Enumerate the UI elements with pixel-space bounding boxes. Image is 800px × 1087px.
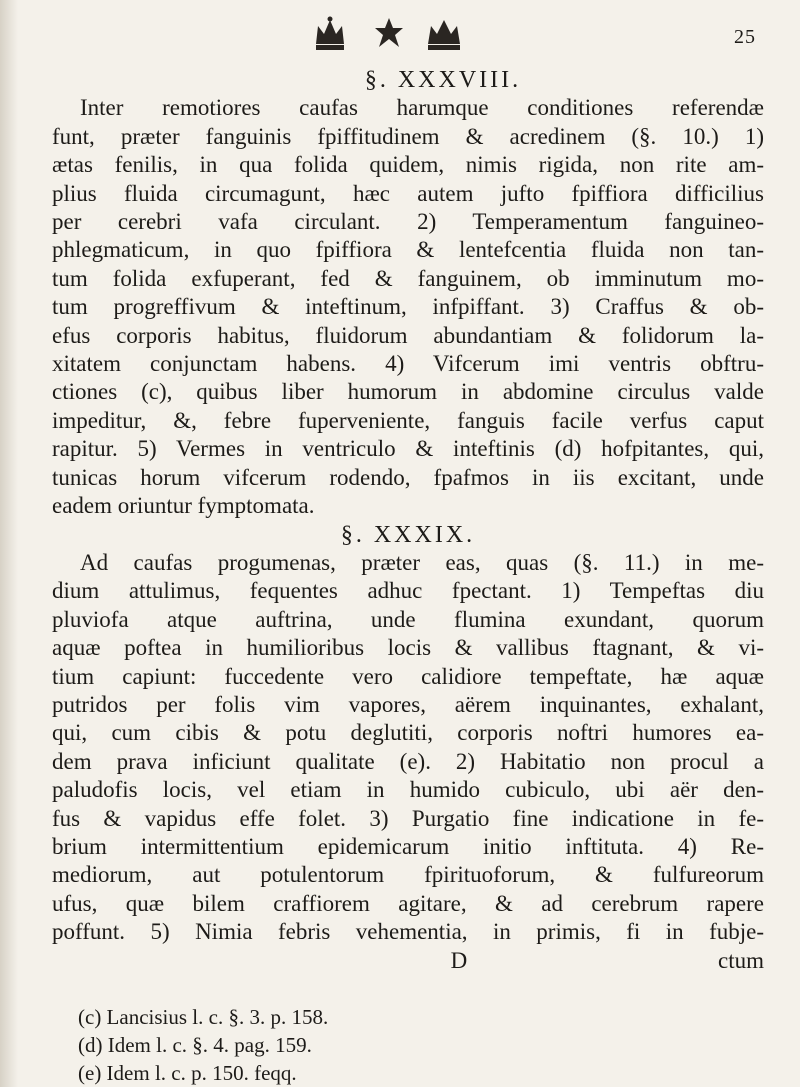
text-line: dem prava inficiunt qualitate (e). 2) Habitatio non procul a <box>52 748 764 774</box>
text-line: ufus, quæ bilem craffiorem agitare, & ad cerebrum rapere <box>52 890 764 916</box>
crown-ornament-icon <box>424 14 464 54</box>
text-line: efus corporis habitus, fluidorum abundantiam & folidorum la- <box>52 322 764 348</box>
floral-ornament-icon <box>372 14 406 54</box>
text-line: tunicas horum vifcerum rodendo, fpafmos in iis excitant, unde <box>52 464 764 490</box>
text-line: putridos per folis vim vapores, aërem inquinantes, exhalant, <box>52 691 764 717</box>
text-line: Ad caufas progumenas, præter eas, quas (§. 11.) in me- <box>80 549 764 575</box>
text-line: tum progreffivum & inteftinum, infpiffant. 3) Craffus & ob- <box>52 294 764 320</box>
page-gutter-shadow <box>0 0 18 1087</box>
text-line: tium capiunt: fuccedente vero calidiore tempeftate, hæ aquæ <box>52 663 764 689</box>
text-line: mediorum, aut potulentorum fpirituoforum, & fulfureorum <box>52 862 764 888</box>
page-number: 25 <box>734 26 756 48</box>
footnotes <box>78 1003 328 1087</box>
text-line: per cerebri vafa circulant. 2) Temperamentum fanguineo- <box>52 209 764 235</box>
text-line: phlegmaticum, in quo fpiffiora & lentefcentia fluida non tan- <box>52 237 764 263</box>
section-heading: §. XXXIX. <box>340 521 476 548</box>
text-line: ætas fenilis, in qua folida quidem, nimis rigida, non rite am- <box>52 152 764 178</box>
text-line: paludofis locis, vel etiam in humido cubiculo, ubi aër den- <box>52 777 764 803</box>
text-line: funt, præter fanguinis fpiffitudinem & acredinem (§. 10.) 1) <box>52 123 764 149</box>
header-ornaments <box>0 14 800 62</box>
text-line: aquæ poftea in humilioribus locis & vallibus ftagnant, & vi- <box>52 635 764 661</box>
footnote: (d) Idem l. c. §. 4. pag. 159. <box>78 1033 312 1057</box>
text-line: xitatem conjunctam habens. 4) Vifcerum imi ventris obftru- <box>52 351 764 377</box>
crown-ornament-icon <box>312 14 348 54</box>
text-line: impeditur, &, febre fuperveniente, fanguis facile verfus caput <box>52 407 764 433</box>
text-line: brium intermittentium epidemicarum initio inftituta. 4) Re- <box>52 833 764 859</box>
text-line: fus & vapidus effe folet. 3) Purgatio fine indicatione in fe- <box>52 805 764 831</box>
text-line: dium attulimus, fequentes adhuc fpectant. 1) Tempeftas diu <box>52 578 764 604</box>
signature-catchword-line <box>52 947 764 975</box>
text-line: rapitur. 5) Vermes in ventriculo & inteftinis (d) hofpitantes, qui, <box>52 436 764 462</box>
footnote: (e) Idem l. c. p. 150. feqq. <box>78 1061 297 1085</box>
text-line: tum folida exfuperant, fed & fanguinem, ob imminutum mo- <box>52 265 764 291</box>
text-line: Inter remotiores caufas harumque conditiones referendæ <box>80 95 764 121</box>
section-heading: §. XXXVIII. <box>364 67 522 93</box>
catchword: ctum <box>718 947 764 973</box>
text-line: ctiones (c), quibus liber humorum in abdomine circulus valde <box>52 379 764 405</box>
text-line: poffunt. 5) Nimia febris vehementia, in primis, fi in fubje- <box>52 919 764 945</box>
text-line: pluviofa atque auftrina, unde flumina exundant, quorum <box>52 606 764 632</box>
footnote: (c) Lancisius l. c. §. 3. p. 158. <box>78 1005 329 1029</box>
text-line: eadem oriuntur fymptomata. <box>52 493 315 519</box>
text-line: qui, cum cibis & potu deglutiti, corporis noftri humores ea- <box>52 720 764 746</box>
signature-mark: D <box>450 947 468 973</box>
text-line: plius fluida circumagunt, hæc autem jufto fpiffiora difficilius <box>52 180 764 206</box>
main-text <box>52 66 764 975</box>
